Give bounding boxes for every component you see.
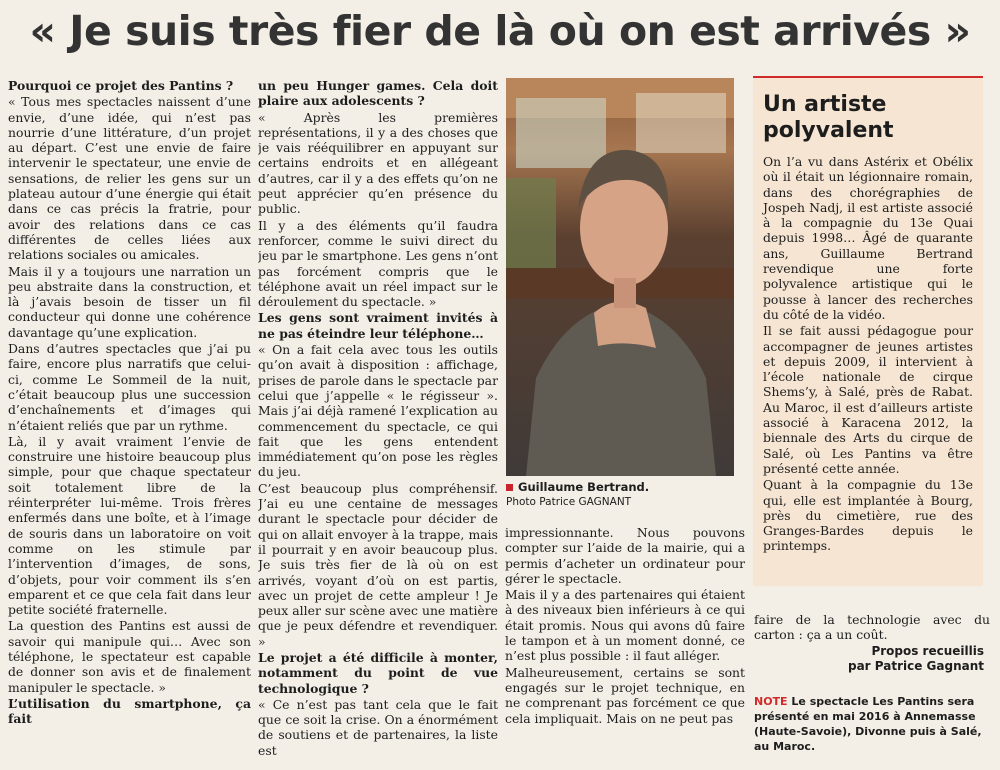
portrait-photo — [506, 78, 734, 476]
question: Le projet a été difficile à monter, notamment du point de vue technologique ? — [258, 649, 498, 696]
sidebar-paragraph: Quant à la compagnie du 13e qui, elle est implantée à Bourg, près du cimetière, rue des Granges-Bardes depuis le printemps. — [763, 477, 973, 554]
paragraph: Il y a des éléments qu’il faudra renforcer, comme le suivi direct du jeu par le smartphone. Les gens n’ont pas forcément compris que le téléphone avait un réel impact sur le déroulement du spectacle. » — [258, 217, 498, 310]
paragraph: Mais il y a des partenaires qui étaient à des niveaux bien inférieurs à ce qui était promis. Nous qui avons dû faire le tampon et à un moment donné, ce n’est plus possible : il faut alléger. — [505, 587, 745, 664]
paragraph: La question des Pantins est aussi de savoir qui manipule qui… Avec son téléphone, le spectateur est capable de donner son avis et de finalement manipuler le spectacle. » — [8, 618, 251, 695]
paragraph: impressionnante. Nous pouvons compter sur l’aide de la mairie, qui a permis d’acheter un ordinateur pour gérer le spectacle. — [505, 525, 745, 586]
paragraph: Mais il y a toujours une narration un peu abstraite dans la construction, et là j’avais besoin de tisser un fil conducteur qui donne une cohérence davantage qu’une explication. — [8, 263, 251, 340]
headline: « Je suis très fier de là où on est arrivés » — [29, 7, 971, 55]
signature — [754, 644, 984, 674]
photo-credit: Photo Patrice GAGNANT — [506, 496, 632, 508]
signature-line-2: par Patrice Gagnant — [847, 659, 984, 673]
paragraph: « Tous mes spectacles naissent d’une envie, d’une idée, qui n’est pas nourrie d’une littérature, d’un projet au départ. C’est une envie de faire intervenir le spectateur, une envie de sensations, de relier les gens sur un plateau autour d’une énergie qui était dans ce cas précis la fratrie, pour avoir des relations dans ce cas différentes de celles liées aux relations sociales ou amicales. — [8, 94, 251, 263]
question: Les gens sont vraiment invités à ne pas éteindre leur téléphone… — [258, 310, 498, 341]
paragraph: « On a fait cela avec tous les outils qu’on avait à disposition : affichage, prises de parole dans le spectacle par celui que j’appelle « le régisseur ». Mais j’ai déjà ramené l’explication au commencement du spectacle, ce qui fait que les gens entendent immédiatement qu’on pose les règles du jeu. — [258, 342, 498, 480]
sidebar-box — [753, 76, 983, 586]
paragraph: faire de la technologie avec du carton : ça a un coût. — [754, 612, 990, 643]
signature-line-1: Propos recueillis — [871, 644, 984, 658]
article-column-2 — [258, 78, 498, 768]
question: un peu Hunger games. Cela doit plaire aux adolescents ? — [258, 78, 498, 109]
article-column-3 — [505, 525, 745, 770]
paragraph: « Ce n’est pas tant cela que le fait que ce soit la crise. On a énormément de soutiens et de partenaires, la liste est — [258, 696, 498, 758]
paragraph: Malheureusement, certains se sont engagés sur le projet technique, en ne comprenant pas forcément ce que cela impliquait. Mais on ne peut pas — [505, 664, 745, 726]
question: Pourquoi ce projet des Pantins ? — [8, 78, 234, 93]
note — [754, 694, 988, 754]
note-text: Le spectacle Les Pantins sera présenté en mai 2016 à Annemasse (Haute-Savoie), Divonne puis à Salé, au Maroc. — [754, 695, 982, 753]
paragraph: Là, il y avait vraiment l’envie de construire une histoire beaucoup plus simple, pour que chaque spectateur soit totalement libre de la réinterpréter lui-même. Trois frères enfermés dans une boîte, et à l’image de souris dans un laboratoire on voit comme on les stimule par l’intervention d’images, de sons, d’objets, pour voir comment ils s’en emparent et ce que cela fait dans leur petite société fraternelle. — [8, 433, 251, 618]
caption-name: Guillaume Bertrand. — [518, 480, 650, 494]
paragraph: C’est beaucoup plus compréhensif. J’ai eu une centaine de messages durant le spectacle pour décider de qui on allait envoyer à la trappe, mais il pourrait y en avoir beaucoup plus. Je suis très fier de là où on est arrivés, voyant d’où on est partis, avec un projet de cette ampleur ! Je peux aller sur scène avec une matière que je peux défendre et revendiquer. » — [258, 480, 498, 649]
sidebar-body — [763, 154, 973, 554]
paragraph: « Après les premières représentations, il y a des choses que je vais rééquilibrer en appuyant sur certains endroits et en allégeant d’autres, car il y a des effets qu’on ne peut apprécier qu’en présence du public. — [258, 109, 498, 217]
photo-caption — [506, 480, 736, 508]
sidebar-paragraph: On l’a vu dans Astérix et Obélix où il était un légionnaire romain, dans des chorégraphies de Jospeh Nadj, il est artiste associé à la compagnie du 13e Quai depuis 1998… Âgé de quarante ans, Guillaume Bertrand revendique une forte polyvalence artistique qui le pousse à lancer des recherches du côté de la vidéo. — [763, 154, 973, 322]
sidebar-title: Un artiste polyvalent — [763, 92, 894, 143]
note-tag: NOTE — [754, 695, 788, 708]
sidebar-paragraph: Il se fait aussi pédagogue pour accompagner de jeunes artistes et depuis 2009, il intervient à l’école nationale de cirque Shems’y, à Salé, près de Rabat. Au Maroc, il est d’ailleurs artiste associé à Karacena 2012, la biennale des Arts du cirque de Salé, où Les Pantins va être présenté cette année. — [763, 323, 973, 476]
portrait-illustration — [506, 78, 734, 476]
question: L’utilisation du smartphone, ça fait — [8, 695, 251, 727]
paragraph: Dans d’autres spectacles que j’ai pu faire, encore plus narratifs que celui-ci, comme Le Sommeil de la nuit, c’était beaucoup plus une succession d’enchaînements et d’images qui n’étaient reliés que par un rythme. — [8, 341, 251, 433]
red-square-icon — [506, 484, 513, 491]
article-column-1 — [8, 78, 251, 768]
